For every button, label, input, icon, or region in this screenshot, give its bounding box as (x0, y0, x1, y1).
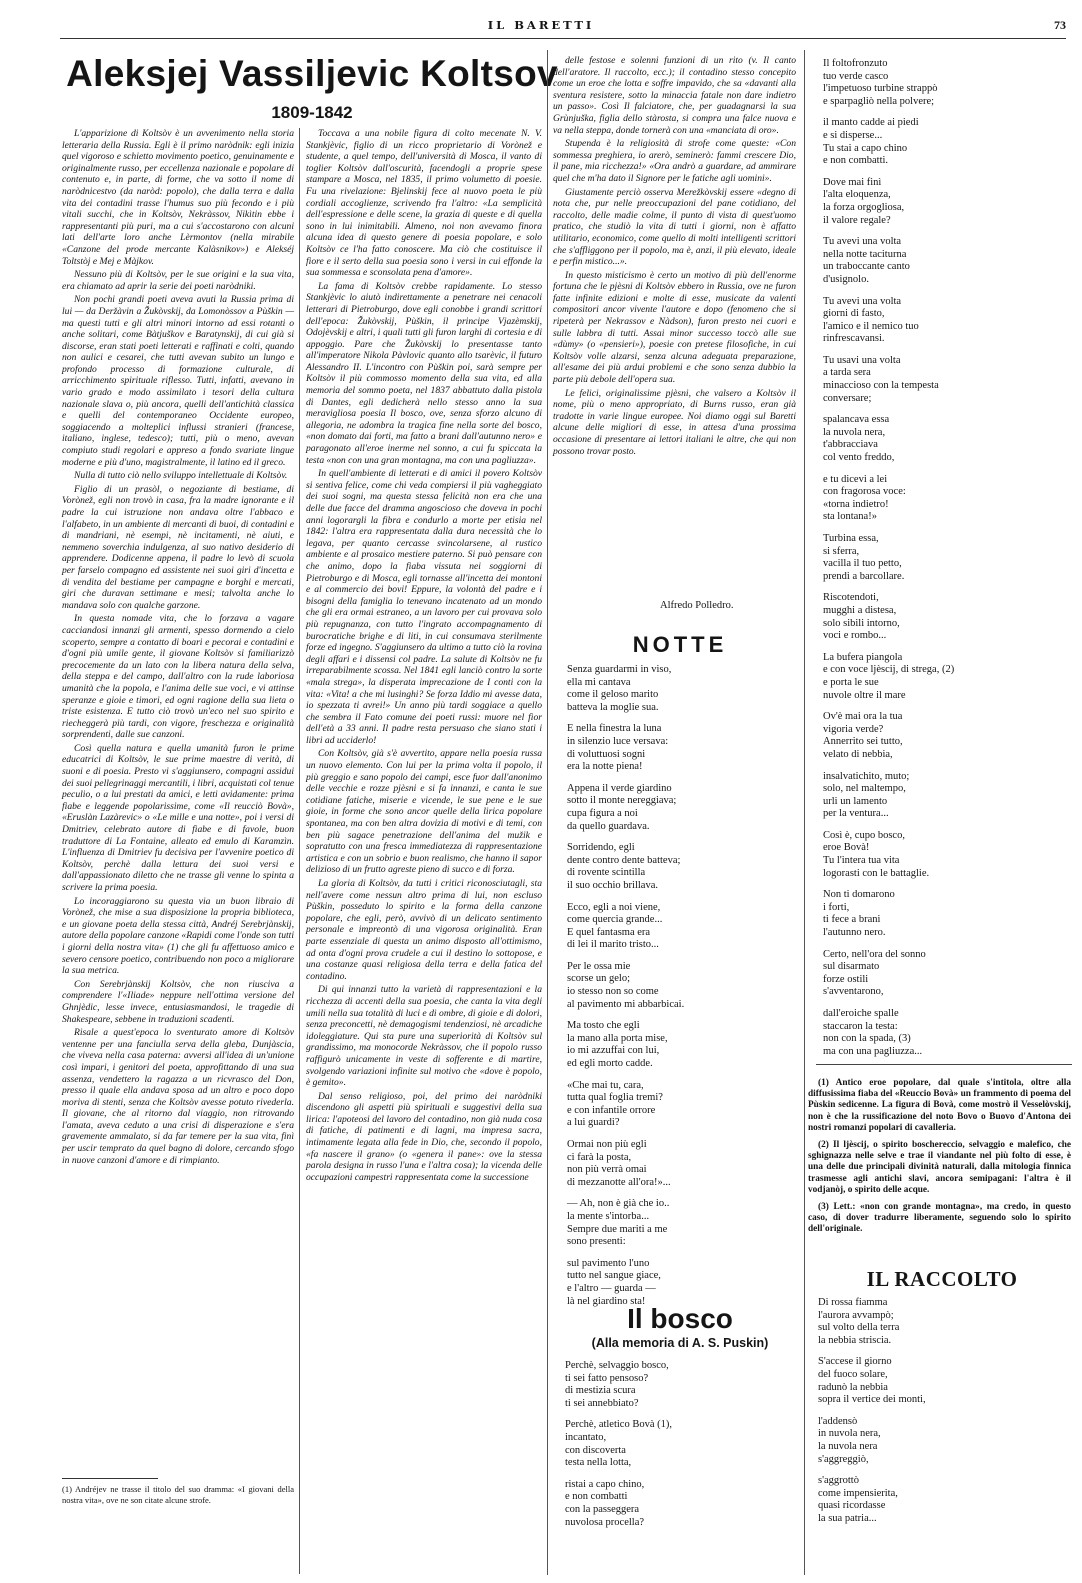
poem-stanza (567, 1198, 793, 1248)
poem-stanza (823, 889, 1073, 939)
article-years: 1809-1842 (271, 103, 353, 122)
paragraph: Nulla di tutto ciò nello sviluppo intellettuale di Koltsòv. (74, 470, 288, 482)
poem-line: e si disperse... (823, 129, 883, 141)
poem-line: Riscotendoti, (823, 592, 879, 604)
poem-line: incantato, (565, 1431, 607, 1443)
poem-line: di rovente scintilla (567, 867, 646, 879)
poem-line: forze ostili (823, 973, 869, 985)
poem-line: insalvatichito, muto; (823, 770, 910, 782)
paragraph: Lo incoraggiarono su questa via un buon libraio di Vorònež, che mise a sua disposizione la propria biblioteca, e un giovane poeta della stessa città, Andréj Serebrjànskij, autore della popolare canzone «Rapidi come l'onde son tutti i giorni della nostra vita» (1) che gli fu affettuoso amico e severo censore poetico, contribuendo non poco a migliorare la sua metrica. (62, 895, 294, 977)
poem-line: e sparpagliò nella polvere; (823, 95, 935, 107)
poem-line: Così è, cupo bosco, (823, 829, 905, 841)
poem-line: la sua patria... (818, 1512, 877, 1524)
poem-stanza (823, 117, 1073, 167)
poem-line: dall'eroiche spalle (823, 1008, 899, 1019)
poem-line: solo sibili intorno, (823, 617, 900, 629)
poem-line: quasi ricordasse (818, 1500, 886, 1512)
poem-line: E nella finestra la luna (567, 723, 662, 735)
column-divider (299, 128, 300, 1574)
poem-line: e non combatti (565, 1491, 628, 1503)
poem-stanza (823, 355, 1073, 405)
paragraph: Risale a quest'epoca lo sventurato amore di Koltsòv ventenne per una fanciulla serva della gleba, Dunjàscia, che viveva nella casa paterna: avversi all'idea di un'unione così impari, i genitori del poeta, approfittando di una sua assenza, vendettero la ragazza a un ricvrasco del Don, presso il quale ella andava sposa ad un altro e poco dopo moriva di stenti, senza che Koltsòv avesse potuto rivederla. Il giovane, che al ritorno dal viaggio, non ritrovando l'amata, aveva ceduto a una crisi di disperazione e s'era gravemente ammalato, si da far temere per la sua vita, finì per uscir temprato da quel bagno di dolore, cercando sfogo in nuove canzoni d'amore e di rimpianto. (62, 1027, 294, 1166)
poem-line: sul pavimento l'uno (567, 1257, 650, 1269)
poem-stanza (823, 711, 1073, 761)
poem-stanza (567, 961, 793, 1011)
poem-stanza (818, 1356, 1068, 1406)
poem-line: nuvole oltre il mare (823, 689, 906, 701)
note: (2) Il ljèscij, o spirito boschereccio, selvaggio e malefico, che sghignazza nelle selve e trae il viandante nel più folto di esse, è una delle due principali divinità naturali, dalla mitologia finnica trasmesse agli antichi slavi, ancora semipagani: l'altra è il vodjanòj, o spirito delle acque. (808, 1140, 1071, 1195)
poem-notes (808, 1078, 1071, 1242)
poem-line: e non combatti. (823, 155, 889, 167)
poem-line: la mano alla porta mise, (567, 1032, 668, 1044)
poem-line: l'alta eloquenza, (823, 189, 891, 201)
poem-line: in silenzio luce versava: (567, 735, 669, 747)
poem-stanza (823, 652, 1073, 702)
poem-stanza (823, 177, 1073, 227)
poem-title-raccolto: IL RACCOLTO (866, 1267, 1018, 1291)
poem-line: sta lontana!» (823, 511, 877, 523)
poem-line: Non ti domarono (823, 889, 895, 901)
paragraph: Giustamente perciò osserva Merežkòvskij essere «degno di nota che, pur nelle preoccupazioni del pane cotidiano, del raccolto, delle madie colme, il punto di vista di quest'uomo pratico, che studiò la vita di tutti i giorni, non è affatto utilitario, economico, come quello di molti intelligenti scrittori che s'affliggono per il popolo, ma è, anzi, il più elevato, ideale e perfin mistico...». (553, 186, 796, 268)
poem-line: d'usignolo. (823, 273, 869, 285)
poem-line: staccaron la testa: (823, 1020, 898, 1032)
poem-line: Ma tosto che egli (567, 1020, 640, 1032)
poem-line: prendi a barcollare. (823, 570, 905, 582)
poem-line: come impensierita, (818, 1487, 898, 1499)
poem-line: come il geloso marito (567, 689, 659, 701)
poem-line: ti fece a brani (823, 914, 881, 926)
poem-line: il suo occhio brillava. (567, 879, 658, 891)
poem-line: l'impetuoso turbine strappò (823, 83, 938, 95)
poem-line: l'autunno nero. (823, 927, 886, 939)
poem-line: minaccioso con la tempesta (823, 380, 939, 392)
poem-line: col vento freddo, (823, 452, 895, 464)
paragraph: Con Serebrjànskij Koltsòv, che non riusciva a comprendere l'«Iliade» neppure nell'ottima versione del Ghnjèdic, lesse invece, entusiasmandosi, le tragedie di Shakespeare, sebbene in traduzioni scadenti. (62, 978, 294, 1025)
poem-line: non con la spada, (3) (823, 1033, 911, 1045)
paragraph: Nessuno più di Koltsòv, per le sue origini e la sua vita, era chiamato ad aprir la serie dei poeti naròdniki. (62, 269, 294, 292)
poem-line: un traboccante canto (823, 261, 910, 273)
poem-line: al pavimento mi abbarbicai. (567, 998, 685, 1010)
poem-line: e l'altro — guarda — (567, 1282, 656, 1294)
poem-stanza (823, 830, 1073, 880)
poem-line: sopra il vertice dei monti, (818, 1394, 926, 1406)
poem-stanza (823, 474, 1073, 524)
poem-stanza (567, 723, 793, 773)
poem-line: «Che mai tu, cara, (567, 1079, 644, 1091)
poem-stanza (565, 1360, 795, 1410)
paragraph: La fama di Koltsòv crebbe rapidamente. Lo stesso Stankjèvic lo aiutò indirettamente a penetrare nei cenacoli letterari di Pietroburgo, dove egli conobbe i grandi scrittori dell'epoca: Žukòvskij, Pùškin, il principe Vjazèmskij, Odojèvskij e altri, i quali tutti gli furon larghi di cortesia e di appoggio. Pare che Žukòvskij lo presentasse tanto all'imperatore Nikola Pàvlovic quanto allo tsarèvic, il futuro Alessandro II. L'incontro con Pùškin poi, sarà sempre per Koltsòv il più commosso momento della sua vita, ed alla memoria del sommo poeta, nel 1837 abbattuto dalla pistola di Dantes, egli dedicherà nello stesso anno la sua meravigliosa poesia Il bosco, ove, senza sforzo alcuno di allegoria, ne adombra la tragica fine nella sorte del bosco, «non domato dai forti, ma fatto a brani dall'autunno nero» e paragonato all'eroe inerme nel sonno, a cui fu spiccata la testa «non con una gran montagna, ma con una pagliuzza». (306, 280, 542, 466)
poem-line: l'addensò (818, 1415, 858, 1427)
poem-line: non più verrà omai (567, 1164, 647, 1176)
poem-line: e con voce ljèscij, di strega, (2) (823, 664, 955, 676)
poem-line: ma con una pagliuzza... (823, 1045, 923, 1057)
poem-notte (567, 664, 793, 1307)
column-divider (804, 50, 805, 1575)
poem-line: la mente s'intorba... (567, 1210, 650, 1222)
poem-stanza (567, 783, 793, 833)
poem-stanza (823, 592, 1073, 642)
poem-line: mugghi a distesa, (823, 604, 897, 616)
poem-line: a tarda sera (823, 367, 871, 379)
poem-line: giorni di fasto, (823, 308, 885, 320)
poem-line: solo, nel maltempo, (823, 783, 906, 795)
poem-line: ella mi cantava (567, 676, 631, 688)
poem-stanza (823, 771, 1073, 821)
poem-line: tuo verde casco (823, 70, 889, 82)
poem-line: sul volto della terra (818, 1322, 900, 1334)
poem-line: scorse un gelo; (567, 973, 630, 985)
poem-line: l'aurora avvampò; (818, 1309, 894, 1321)
poem-stanza (567, 1139, 793, 1189)
poem-line: con la passeggera (565, 1503, 640, 1515)
poem-line: Tu usavi una volta (823, 354, 901, 366)
paragraph: Figlio di un prasòl, o negoziante di bestiame, di Vorònež, egli non trovò in casa, fra la madre ignorante e il padre la cui istruzione non andava oltre l'abbaco e l'alfabeto, in un ambiente di mercanti di buoi, di contadini e di mandriani, nè esempi, nè incitamenti, nè aiuti, e nemmeno soverchia indulgenza, al suo nativo desiderio di apprendere. Dodicenne appena, il padre lo levò di scuola per farselo compagno ed assistente nei suoi giri d'incetta e di vendita del bestiame per campagne e borghi e mercati, giri che duravan settimane e mesi; talvolta anche lo mandava solo con qualche garzone. (62, 483, 294, 611)
poem-line: Annerrito sei tutto, (823, 736, 903, 748)
poem-line: e porta le sue (823, 676, 879, 688)
poem-line: s'avventarono, (823, 986, 884, 998)
poem-line: Certo, nell'ora del sonno (823, 948, 926, 960)
poem-line: Turbina essa, (823, 533, 879, 544)
poem-line: sul disarmato (823, 961, 880, 973)
article-column-1 (62, 128, 294, 1458)
paragraph: Dal senso religioso, poi, del primo dei naròdniki discendono gli aspetti più spirituali e suggestivi della sua lirica: l'apoteosi del lavoro del contadino, non già nuda cosa di fatiche, di patimenti e di lagni, ma impresa sacra, intimamente legata alla fede in Dio, che, secondo il popolo, «fa nascere il grano» (o «genera il pane»: ove la stessa parola designa in russo l'una e l'altra cosa); la vicenda delle occupazioni campestri rappresentata come la successione (306, 1090, 542, 1183)
paragraph: Stupenda è la religiosità di strofe come queste: «Con sommessa preghiera, io arerò, seminerò: fammi crescere Dio, il pane, mia ricchezza!» «Ora andrò a guardare, ad ammirare quel che m'ha dato il Signore per le fatiche agli uomini». (553, 138, 796, 184)
poem-line: Perchè, selvaggio bosco, (565, 1360, 669, 1371)
author-signature: Alfredo Polledro. (660, 600, 734, 611)
poem-line: Ecco, egli a noi viene, (567, 901, 661, 913)
poem-line: cupa figura a noi (567, 807, 638, 819)
poem-line: e con infantile orrore (567, 1104, 656, 1116)
poem-line: là nel giardino sta! (567, 1295, 646, 1307)
poem-stanza (567, 1080, 793, 1130)
paragraph: Così quella natura e quella umanità furon le prime educatrici di Koltsòv, le sue prime maestre di verità, di suoni e di poesia. Presto vi s'aggiunsero, compagni assidui dei suoi pellegrinaggi mercantili, i libri, acquistati col tenue peculio, o a lui prestati da amici, e letti avidamente: prima fiabe e leggende popolarissime, come «Il reucciò Bovà», «Eruslàn Lazàrevic» o «Le mille e una notte», poi i versi di Dmitriev, celebrato autore di fiabe e di favole, buon traduttore di La Fontaine, alleato ed emulo di Karamzìn. L'influenza di Dmitriev fu decisiva per l'avvenire poetico di Koltsòv, perchè dalla lettura dei suoi versi e dall'appassionato diletto che ne trasse gli venne lo spinta a scrivere la prima poesia. (62, 742, 294, 893)
poem-line: con discoverta (565, 1444, 626, 1456)
poem-line: dente contro dente batteva; (567, 854, 681, 866)
note: (1) Antico eroe popolare, dal quale s'intitola, oltre alla diffusissima fiaba del «Reuccio Bovà» un frammento di poema del Pùskin sedicenne. La figura di Bovà, come mostrò il Vesselòvskij, non è che la russificazione del noto Bovo o Buovo d'Antona dei nostri romanzi popolari di cavalleria. (808, 1078, 1071, 1133)
paragraph: Di qui innanzi tutto la varietà di rappresentazioni e la ricchezza di accenti della sua poesia, che canta la vita degli umili nella sua totalità di luci e di ombre, di gioie e di dolori, senza preconcetti, nè demagogismi tendenziosi, nè arcadiche idoleggiature. Qui sta pure una superiorità di Koltsòv sul grandissimo, ma monocorde Nekràssov, che il popolo russo raffigurò unicamente in veste di sofferente e di martire, svolgendo variazioni infinite sul motivo che «dove è popolo, è gemito». (306, 984, 542, 1089)
poem-line: a lui guardi? (567, 1117, 620, 1129)
header-rule (60, 38, 1066, 39)
poem-line: radunò la nebbia (818, 1381, 888, 1393)
notes-rule (816, 1064, 1072, 1065)
poem-line: urli un lamento (823, 795, 888, 807)
poem-stanza (823, 949, 1073, 999)
poem-line: e tu dicevi a lei (823, 473, 888, 485)
poem-line: io stesso non so come (567, 986, 659, 998)
poem-stanza (567, 1258, 793, 1308)
poem-line: Sempre due mariti a me (567, 1223, 668, 1235)
poem-line: — Ah, non è già che io.. (567, 1198, 670, 1210)
poem-stanza (567, 842, 793, 892)
paragraph: Con Koltsòv, già s'è avvertito, appare nella poesia russa un nuovo elemento. Con lui per la prima volta il popolo, il più greggio e sano popolo dei campi, esce fuor dall'anonimo delle vecchie e rozze pjèsni e si fa innanzi, e canta le sue cotidiane fatiche, miserie e vicende, le sue pene e le sue gioie, in forme che sono ancor quelle della lirica popolare spontanea, ma con ben altra dovizia di motivi e di temi, con ben più sagace penetrazione dell'anima del mužik e sopratutto con una fresca immediatezza di rappresentazione artistica e con un sobrio e buon realismo, che hanno il sapor delizioso di un frutto agreste pieno di succo e di forza. (306, 748, 542, 876)
poem-line: testa nella lotta, (565, 1457, 632, 1469)
poem-line: Ov'è mai ora la tua (823, 711, 903, 723)
poem-line: Dove mai finì (823, 176, 882, 188)
poem-line: Di rossa fiamma (818, 1297, 888, 1308)
poem-line: di mestizia scura (565, 1385, 636, 1397)
poem-line: conversare; (823, 392, 872, 404)
poem-line: per la ventura... (823, 808, 889, 820)
poem-line: s'aggrottò (818, 1475, 859, 1487)
poem-line: logorasti con le battaglie. (823, 867, 930, 879)
poem-line: tutta qual foglia tremi? (567, 1092, 663, 1104)
poem-stanza (818, 1475, 1068, 1525)
poem-stanza (823, 296, 1073, 346)
paragraph: Non pochi grandi poeti aveva avuti la Russia prima di lui — da Deržàvin a Žukòvskij, da Lomonòssov a Pùškin — ma questi tutti e gli altri minori intorno ad essi rotanti o anche solitari, come Bàtjuškov e Baratynskij, di cui già si discorse, eran stati poeti letterati e raffinati e colti, quando non aulici e cesarei, che tutti avevan subito un lungo e profondo processo di formazione culturale, di arricchimento spirituale riflesso. Tutti, infatti, avevano in vario grado e modo assimilato i tesori della cultura nazionale slava o, più ancora, quelli dell'antichità classica e quelli del contemporaneo Occidente europeo, soggiacendo a molteplici influssi stranieri (francese, italiano, inglese, tedesco); tutti, più o meno, avevan compiuto studi regolari e appreso a fondo svariate lingue moderne e più d'uno, magistralmente, il latino ed il greco. (62, 294, 294, 468)
poem-line: sono presenti: (567, 1236, 626, 1248)
poem-stanza (823, 236, 1073, 286)
poem-line: Perchè, atletico Bovà (1), (565, 1419, 672, 1431)
poem-line: Ormai non più egli (567, 1139, 647, 1150)
poem-line: Sorridendo, egli (567, 842, 635, 854)
poem-line: di lei il marito tristo... (567, 939, 659, 951)
poem-stanza (565, 1419, 795, 1469)
poem-line: «torna indietro! (823, 498, 889, 510)
poem-title-notte: NOTTE (632, 632, 728, 657)
poem-line: Tu avevi una volta (823, 236, 902, 248)
poem-line: la nuvola nera, (823, 426, 886, 438)
poem-stanza (823, 414, 1073, 464)
poem-line: Tu avevi una volta (823, 295, 902, 307)
poem-line: Appena il verde giardino (567, 782, 672, 794)
poem-line: ti sei fatto pensoso? (565, 1372, 649, 1384)
poem-line: da quello guardava. (567, 820, 650, 832)
poem-line: si sferra, (823, 545, 860, 557)
poem-stanza (823, 533, 1073, 583)
poem-line: nella notte taciturna (823, 248, 907, 260)
article-title: Aleksjej Vassiljevic Koltsov (66, 53, 558, 94)
poem-line: Tu stai a capo chino (823, 142, 908, 154)
poem-line: S'accese il giorno (818, 1356, 892, 1368)
poem-subtitle-bosco: (Alla memoria di A. S. Puskin) (591, 1336, 769, 1350)
poem-line: ed egli morto cadde. (567, 1058, 653, 1070)
poem-line: era la notte piena! (567, 761, 643, 773)
poem-line: Il foltofronzuto (823, 58, 888, 69)
poem-line: batteva la moglie sua. (567, 701, 659, 713)
poem-stanza (818, 1297, 1068, 1347)
poem-line: come quercia grande... (567, 914, 663, 926)
poem-line: di voluttuosi sogni (567, 748, 646, 760)
poem-line: del fuoco solare, (818, 1368, 888, 1380)
poem-line: La bufera piangola (823, 651, 903, 663)
poem-line: t'abbracciava (823, 439, 878, 451)
note: (3) Lett.: «non con grande montagna», ma credo, in questo caso, di dover tradurre liberamente, seguendo solo lo spirito dell'originale. (808, 1202, 1071, 1235)
poem-line: la nuvola nera (818, 1440, 878, 1452)
paragraph: In questa nomade vita, che lo forzava a vagare cacciandosi innanzi gli armenti, spesso dormendo a cielo scoperto, sempre a contatto di boari e pecorai e contadini e d'ogni più umile gente, il giovane Koltsòv si familiarizzò precocemente da un lato con la libera natura della selva, della steppa e del campo, dall'altro con la rude laboriosa umanità che la popola, e l'anima delle sue voci, e vi attinse speranze e gioie e timori, ed ogni ragione della sua lieta o triste esistenza. E tutto ciò trovò un'eco nel suo spirito e riecheggerà più tardi, con vigore, freschezza e originalità sorprendenti, dalle sue canzoni. (62, 613, 294, 741)
poem-line: ci farà la posta, (567, 1151, 632, 1163)
paragraph: Le felici, originalissime pjèsni, che valsero a Koltsòv il nome, più o meno appropriato, di Burns russo, eran già tradotte in varie lingue europee. Noi diamo oggi sul Baretti alcune delle migliori di esse, in attesa d'una prossima occasione di presentare ai lettori italiani le altre, che qui non possono trovar posto. (553, 387, 796, 457)
paragraph: L'apparizione di Koltsòv è un avvenimento nella storia letteraria della Russia. Egli è il primo naròdnik: egli inizia quel vigoroso e schietto movimento poetico, genuinamente e originalmente russo, per eccellenza nazionale e popolare di contenuto e, in parte, di forme, che va sotto il nome di naròdnicestvo (da naròd: popolo), che dalla terra e dalla vita dei contadini trasse l'humus suo più fecondo e i più vitali succhi, che in Koltsòv, Nekràssov, Nikìtin ebbe i rappresentanti più puri, ma a cui s'accostarono con alcuni lati dell'arte loro anche Lèrmontov (nella mirabile «Canzone del prode mercante Kalàsnikov») e Alekséj Toltstòj e Mej e Màjkov. (62, 128, 294, 267)
footnote-rule (62, 1478, 158, 1479)
paragraph: delle festose e solenni funzioni di un rito (v. Il canto dell'aratore. Il raccolto, ecc.); il contadino stesso concepito come un eroe che lotta e soffre impavido, che sa «davanti alla sventura resistere, sotto la minaccia fatale non dare indietro un passo». Così Il falciatore, che, per guadagnarsi la sua Grùnjuška, figlia dello stàrosta, si compra una falce nuova e va nella steppa, donde tornerà con una «manciata di oro». (553, 55, 796, 136)
poem-stanza (823, 1008, 1073, 1058)
poem-line: vigoria verde? (823, 723, 884, 735)
poem-line: l'amico e il nemico tuo (823, 320, 919, 332)
poem-line: eroe Bovà! (823, 842, 870, 854)
paragraph: Toccava a una nobile figura di colto mecenate N. V. Stankjèvic, figlio di un ricco proprietario di Vorònež e studente, a quel tempo, dell'università di Mosca, il vanto di toglier Koltsòv dall'oscurità, facendogli a proprie spese stampare a Mosca, nel 1835, il primo volumetto di poesie. Fu una rivelazione: Bjelinskij fece al nuovo poeta le più cordiali accoglienze, scrivendo fra l'altro: «La semplicità dell'espressione e delle scene, la grazia di queste e di quella sono in lui inimitabili. Almeno, noi non avevamo finora alcuna idea di questo genere di poesia popolare, e solo Koltsòv ce l'ha fatto conoscere. Ma ciò che costituisce il fiore e il serto della sua poesia sono i versi in cui effonde la sua sommessa e sconsolata pena d'amore». (306, 128, 542, 279)
page-header (0, 18, 1082, 38)
poem-stanza (818, 1416, 1068, 1466)
poem-stanza (823, 58, 1073, 108)
poem-stanza (567, 664, 793, 714)
poem-line: i forti, (823, 901, 850, 913)
poem-line: io mi azzuffai con lui, (567, 1045, 660, 1057)
poem-line: spalancava essa (823, 414, 890, 426)
poem-line: rinfrescavansi. (823, 333, 885, 345)
poem-line: di mezzanotte all'ora!»... (567, 1176, 671, 1188)
poem-line: ti sei annebbiato? (565, 1397, 639, 1409)
article-column-3 (553, 55, 796, 640)
poem-line: Tu l'intera tua vita (823, 855, 900, 867)
poem-line: Per le ossa mie (567, 960, 631, 972)
poem-line: la forza orgogliosa, (823, 201, 905, 213)
poem-bosco-continued (823, 58, 1073, 1058)
poem-bosco (565, 1360, 795, 1578)
journal-title: IL BARETTI (487, 18, 595, 32)
poem-line: tutto nel sangue giace, (567, 1270, 661, 1282)
poem-stanza (565, 1479, 795, 1529)
poem-line: il manto cadde ai piedi (823, 117, 919, 129)
paragraph: In quell'ambiente di letterati e di amici il povero Koltsòv si sentiva felice, come chi veda compiersi il più vagheggiato dei suoi sogni, ma questa stessa felicità non era che una delle due facce del dramma angoscioso che doveva in pochi anni logorargli la fibra e condurlo a morte per etisia nel 1842: l'altra era rappresentata dalla dura necessità che lo legava, per quanto cercasse svincolarsene, al rustico ambiente e al prosaico mestiere paterno. Si può pensare con che animo, dopo la fiaba vissuta nei soggiorni di Pietroburgo e di Mosca, egli tornasse all'incetta dei montoni e al commercio dei bovi! Eppure, la volontà del padre e i bisogni della famiglia lo tenevano incatenato ad un mondo che gli era ormai estraneo, a un lavoro per cui provava solo più repugnanza, con tutto l'ingrato accompagnamento di burocratiche brighe e di liti, in cui consumava sterilmente forze ed ingegno. S'aggiunsero da ultimo a tutto ciò la rovina degli affari e i dissensi col padre. La salute di Koltsòv ne fu irreparabilmente scossa. Nel 1841 egli lanciò contro la sorte «mala strega», la disperata imprecazione de I conti con la vita: «Vita! a che mi lusinghi? Se forza Iddio mi avesse data, io spezzata ti avrei!» Un anno più tardi soggiace a quello che sembra il Fato comune dei poeti russi: muore nel fior dell'età a 33 anni. Il padre resta persuaso che siano stati i libri ad ucciderlo! (306, 468, 542, 746)
article-column-2 (306, 128, 542, 1574)
poem-line: voci e rombo... (823, 630, 887, 642)
poem-line: E quel fantasma era (567, 926, 651, 938)
poem-raccolto (818, 1297, 1068, 1579)
poem-stanza (567, 902, 793, 952)
footnote: (1) Andréjev ne trasse il titolo del suo dramma: «I giovani della nostra vita», ove ne son citate alcune strofe. (62, 1484, 294, 1505)
poem-line: velato di nebbia, (823, 748, 893, 760)
poem-title-bosco: Il bosco (627, 1303, 733, 1334)
poem-line: sotto il monte nereggiava; (567, 795, 677, 807)
paragraph: La gloria di Koltsòv, da tutti i critici riconosciutagli, sta nell'avere come nessun altro prima di lui, non escluso Pùškin, posseduto lo spirito e la forma della canzone popolare, che egli, però, avvivò di un delicato sentimento personale e impreontò di una vigorosa originalità. Eran parte essenziale di questa un animo disposto all'ottimismo, ad onta d'ogni prova crudele a cui il destino lo sottopose, e una costanze quasi religiosa della terra e della fatica del contadino. (306, 878, 542, 982)
poem-line: vacilla il tuo petto, (823, 558, 902, 570)
poem-line: la nebbia striscia. (818, 1334, 892, 1346)
poem-line: s'aggreggiò, (818, 1453, 869, 1465)
poem-line: in nuvola nera, (818, 1428, 881, 1440)
poem-stanza (567, 1020, 793, 1070)
poem-line: nuvolosa procella? (565, 1516, 645, 1528)
poem-line: Senza guardarmi in viso, (567, 664, 672, 675)
paragraph: In questo misticismo è certo un motivo di più dell'enorme fortuna che le pjèsni di Koltsòv ebbero in Russia, ove ne furon fatte infinite edizioni e molte di esse, musicate da valenti compositori ancor vivente l'autore e dopo (fenomeno che si ripeterà per Nekrassov e Nàdson), furon presto nei cuori e sulle labbra di tutti. Assai minor successo toccò alle sue «dùmy» (o «pensieri»), poesie con pretese filosofiche, in cui Koltsòv volle alzarsi, senza alcuna adeguata preparazione, all'esame dei più ardui problemi e che sono senza dubbio la parte più debole dell'opera sua. (553, 269, 796, 386)
page-number: 73 (1054, 18, 1066, 32)
poem-line: il valore regale? (823, 214, 891, 226)
poem-line: ristai a capo chino, (565, 1478, 645, 1490)
poem-line: con fragorosa voce: (823, 486, 906, 498)
